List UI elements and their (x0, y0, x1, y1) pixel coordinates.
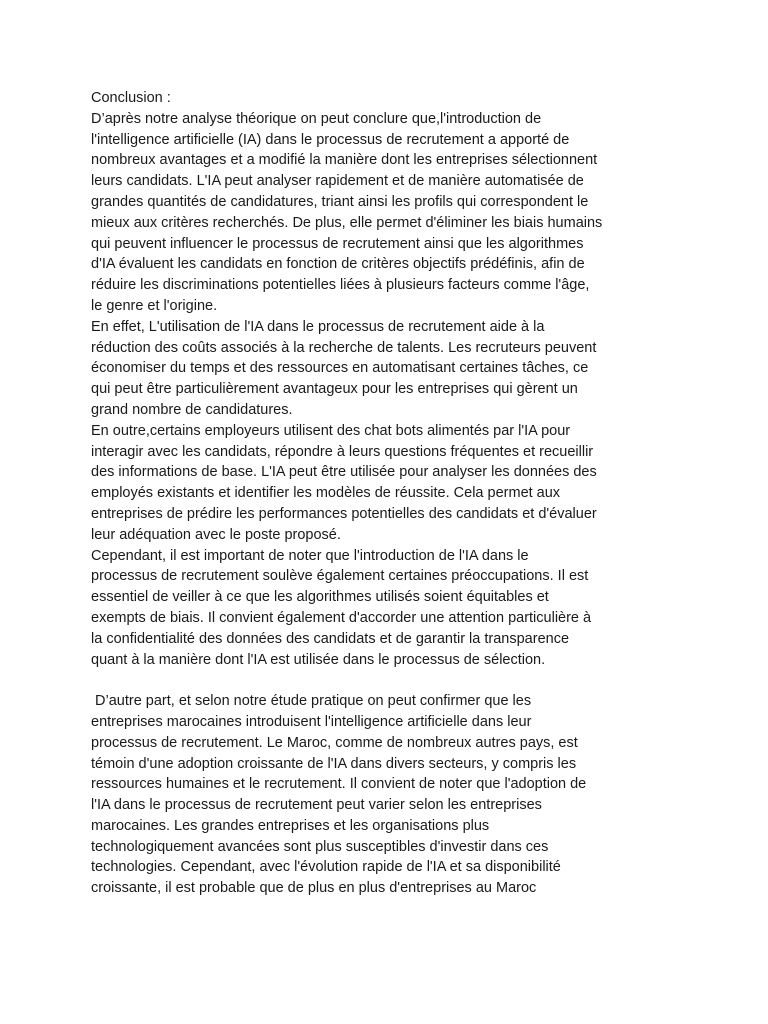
document-body (91, 88, 691, 899)
text-line: croissante, il est probable que de plus en plus d'entreprises au Maroc (91, 880, 537, 897)
text-line: qui peut être particulièrement avantageux pour les entreprises qui gèrent un (91, 381, 578, 398)
text-line: entreprises marocaines introduisent l'intelligence artificielle dans leur (91, 713, 532, 730)
text-line: mieux aux critères recherchés. De plus, elle permet d'éliminer les biais humains (91, 214, 603, 231)
text-line: Cependant, il est important de noter que l'introduction de l'IA dans le (91, 547, 529, 564)
text-line: des informations de base. L'IA peut être utilisée pour analyser les données des (91, 464, 597, 481)
text-line: employés existants et identifier les modèles de réussite. Cela permet aux (91, 485, 561, 502)
text-line: Conclusion : (91, 90, 171, 106)
text-line: leurs candidats. L'IA peut analyser rapidement et de manière automatisée de (91, 173, 584, 190)
text-line: marocaines. Les grandes entreprises et les organisations plus (91, 817, 490, 834)
text-line: processus de recrutement soulève également certaines préoccupations. Il est (91, 568, 589, 585)
text-line: technologiquement avancées sont plus susceptibles d'investir dans ces (91, 838, 549, 855)
text-line: réduire les discriminations potentielles liées à plusieurs facteurs comme l'âge, (91, 277, 590, 294)
text-line: économiser du temps et des ressources en automatisant certaines tâches, ce (91, 360, 589, 377)
text-line: En effet, L'utilisation de l'IA dans le processus de recrutement aide à la (91, 318, 545, 335)
text-line: le genre et l'origine. (91, 297, 218, 314)
text-line: entreprises de prédire les performances potentielles des candidats et d'évaluer (91, 505, 597, 522)
text-line: grandes quantités de candidatures, triant ainsi les profils qui correspondent le (91, 193, 589, 210)
text-line: D’après notre analyse théorique on peut conclure que,l'introduction de (91, 110, 542, 127)
blank-line (91, 670, 691, 691)
text-line: leur adéquation avec le poste proposé. (91, 526, 341, 543)
text-line: l'intelligence artificielle (IA) dans le processus de recrutement a apporté de (91, 131, 570, 148)
text-line: la confidentialité des données des candidats et de garantir la transparence (91, 630, 570, 647)
text-line: ressources humaines et le recrutement. Il convient de noter que l'adoption de (91, 776, 587, 793)
text-line: l'IA dans le processus de recrutement peut varier selon les entreprises (91, 797, 542, 814)
text-line: qui peuvent influencer le processus de recrutement ainsi que les algorithmes (91, 235, 584, 252)
text-line: D’autre part, et selon notre étude pratique on peut confirmer que les (91, 693, 532, 710)
text-line: grand nombre de candidatures. (91, 401, 293, 418)
text-line: témoin d'une adoption croissante de l'IA dans divers secteurs, y compris les (91, 755, 577, 772)
text-line: essentiel de veiller à ce que les algorithmes utilisés soient équitables et (91, 589, 549, 606)
text-line: interagir avec les candidats, répondre à leurs questions fréquentes et recueillir (91, 443, 594, 460)
text-line: En outre,certains employeurs utilisent des chat bots alimentés par l'IA pour (91, 422, 571, 439)
text-line: nombreux avantages et a modifié la manière dont les entreprises sélectionnent (91, 152, 598, 169)
text-line: réduction des coûts associés à la recherche de talents. Les recruteurs peuvent (91, 339, 597, 356)
text-line: processus de recrutement. Le Maroc, comme de nombreux autres pays, est (91, 734, 578, 751)
text-line: exempts de biais. Il convient également d'accorder une attention particulière à (91, 609, 592, 626)
text-line: technologies. Cependant, avec l'évolution rapide de l'IA et sa disponibilité (91, 859, 561, 876)
text-line: quant à la manière dont l'IA est utilisée dans le processus de sélection. (91, 651, 546, 668)
text-line: d'IA évaluent les candidats en fonction de critères objectifs prédéfinis, afin de (91, 256, 585, 273)
